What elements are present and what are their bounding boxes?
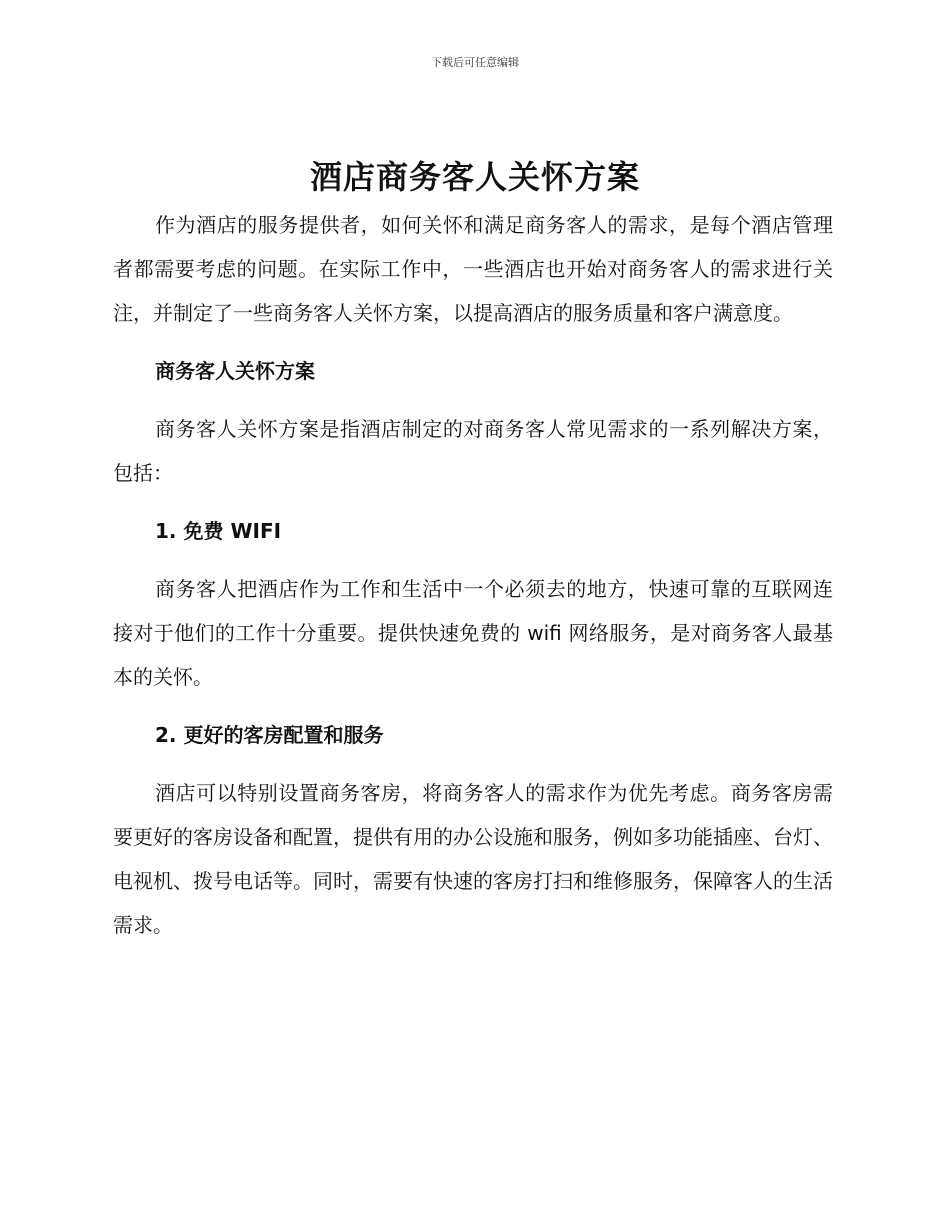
- header-note: 下载后可任意编辑: [431, 56, 519, 69]
- item1-paragraph: 商务客人把酒店作为工作和生活中一个必须去的地方，快速可靠的互联网连接对于他们的工作十分重要。提供快速免费的 wifi 网络服务，是对商务客人最基本的关怀。: [113, 577, 833, 689]
- section-intro-paragraph: 商务客人关怀方案是指酒店制定的对商务客人常见需求的一系列解决方案，包括：: [113, 417, 833, 485]
- item2-heading: 2. 更好的客房配置和服务: [155, 723, 384, 747]
- item1-heading: 1. 免费 WIFI: [155, 519, 282, 543]
- document-body: [113, 203, 833, 947]
- intro-paragraph: 作为酒店的服务提供者，如何关怀和满足商务客人的需求，是每个酒店管理者都需要考虑的问题。在实际工作中，一些酒店也开始对商务客人的需求进行关注，并制定了一些商务客人关怀方案，以提高酒店的服务质量和客户满意度。: [113, 213, 833, 325]
- section-heading: 商务客人关怀方案: [155, 359, 315, 383]
- page-title: 酒店商务客人关怀方案: [309, 158, 640, 196]
- item2-paragraph: 酒店可以特别设置商务客房，将商务客人的需求作为优先考虑。商务客房需要更好的客房设备和配置，提供有用的办公设施和服务，例如多功能插座、台灯、电视机、拨号电话等。同时，需要有快速的客房打扫和维修服务，保障客人的生活需求。: [113, 781, 833, 937]
